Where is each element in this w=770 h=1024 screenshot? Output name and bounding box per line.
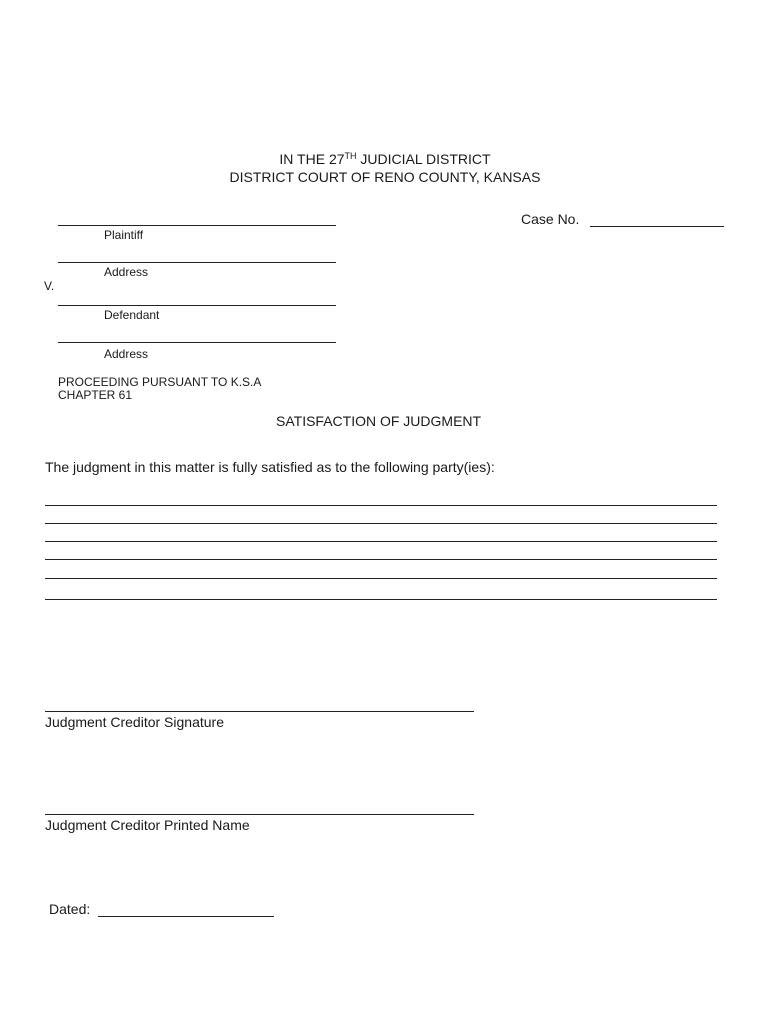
creditor-signature-field[interactable]: [45, 711, 474, 712]
party-line-5[interactable]: [45, 578, 717, 579]
plaintiff-label: Plaintiff: [104, 228, 144, 242]
party-line-3[interactable]: [45, 541, 717, 542]
creditor-printed-name-label: Judgment Creditor Printed Name: [45, 817, 250, 833]
defendant-name-field[interactable]: [58, 305, 336, 306]
case-number-field[interactable]: [590, 226, 724, 227]
party-line-4[interactable]: [45, 559, 717, 560]
creditor-printed-name-field[interactable]: [45, 814, 474, 815]
party-line-1[interactable]: [45, 505, 717, 506]
versus-label: V.: [44, 279, 55, 293]
proceeding-line-2: CHAPTER 61: [58, 388, 133, 402]
case-number-label: Case No.: [521, 211, 580, 227]
document-title: SATISFACTION OF JUDGMENT: [276, 413, 482, 429]
court-header-line-2: DISTRICT COURT OF RENO COUNTY, KANSAS: [229, 169, 541, 185]
proceeding-line-1: PROCEEDING PURSUANT TO K.S.A: [58, 375, 262, 389]
dated-field[interactable]: [98, 916, 274, 917]
defendant-label: Defendant: [104, 308, 160, 322]
plaintiff-name-field[interactable]: [58, 225, 336, 226]
party-line-2[interactable]: [45, 523, 717, 524]
plaintiff-address-label: Address: [104, 265, 149, 279]
court-header-line-1: IN THE 27TH JUDICIAL DISTRICT: [279, 151, 491, 167]
party-line-6[interactable]: [45, 599, 717, 600]
defendant-address-field[interactable]: [58, 342, 336, 343]
satisfaction-statement: The judgment in this matter is fully satisfied as to the following party(ies):: [45, 459, 495, 475]
plaintiff-address-field[interactable]: [58, 262, 336, 263]
defendant-address-label: Address: [104, 347, 149, 361]
dated-label: Dated:: [49, 901, 91, 917]
creditor-signature-label: Judgment Creditor Signature: [45, 714, 224, 730]
